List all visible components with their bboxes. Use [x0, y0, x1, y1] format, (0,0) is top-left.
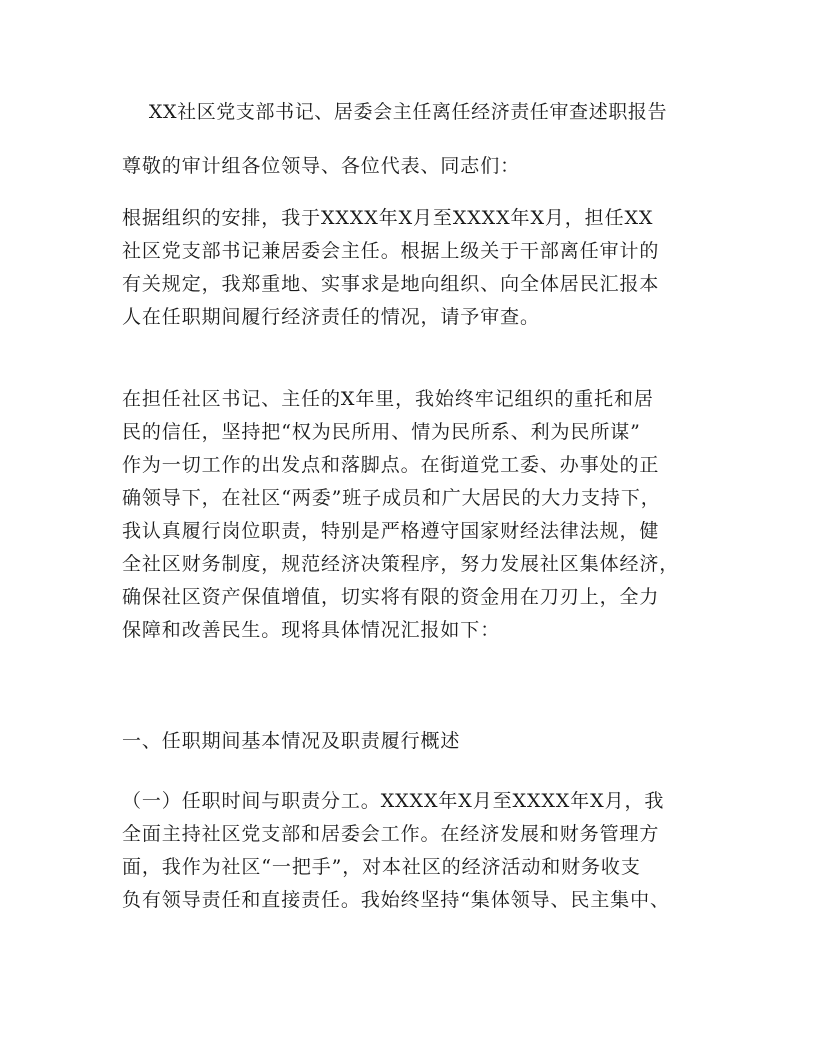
section-paragraph [122, 785, 712, 917]
paragraph-line: 我认真履行岗位职责，特别是严格遵守国家财经法律法规，健 [122, 520, 660, 542]
paragraph-line: 全面主持社区党支部和居委会工作。在经济发展和财务管理方 [122, 823, 660, 845]
paragraph-line: 人在任职期间履行经济责任的情况，请予审查。 [122, 306, 540, 328]
paragraph-line: 社区党支部书记兼居委会主任。根据上级关于干部离任审计的 [122, 240, 660, 262]
paragraph-line: 负有领导责任和直接责任。我始终坚持“集体领导、民主集中、 [122, 889, 670, 911]
paragraph-line: 根据组织的安排，我于XXXX年X月至XXXX年X月，担任XX [122, 207, 654, 229]
paragraph-line: 有关规定，我郑重地、实事求是地向组织、向全体居民汇报本 [122, 273, 660, 295]
paragraph-line: 保障和改善民生。现将具体情况汇报如下： [122, 619, 501, 641]
paragraph-line: 面，我作为社区“一把手”，对本社区的经济活动和财务收支 [122, 856, 641, 878]
paragraph-appointment [122, 202, 712, 334]
paragraph-line: 在担任社区书记、主任的X年里，我始终牢记组织的重托和居 [122, 388, 654, 410]
salutation: 尊敬的审计组各位领导、各位代表、同志们： [122, 155, 521, 177]
paragraph-line: 全社区财务制度，规范经济决策程序，努力发展社区集体经济， [122, 553, 680, 575]
paragraph-line: 民的信任，坚持把“权为民所用、情为民所系、利为民所谋” [122, 421, 641, 443]
paragraph-line: 确保社区资产保值增值，切实将有限的资金用在刀刃上，全力 [122, 586, 660, 608]
section-heading: 一、任职期间基本情况及职责履行概述 [122, 730, 461, 752]
paragraph-overview [122, 383, 712, 647]
paragraph-line: （一）任职时间与职责分工。XXXX年X月至XXXX年X月，我 [122, 790, 665, 812]
paragraph-line: 作为一切工作的出发点和落脚点。在街道党工委、办事处的正 [122, 454, 660, 476]
paragraph-line: 确领导下，在社区“两委”班子成员和广大居民的大力支持下， [122, 487, 661, 509]
document-title: XX社区党支部书记、居委会主任离任经济责任审查述职报告 [148, 101, 668, 123]
